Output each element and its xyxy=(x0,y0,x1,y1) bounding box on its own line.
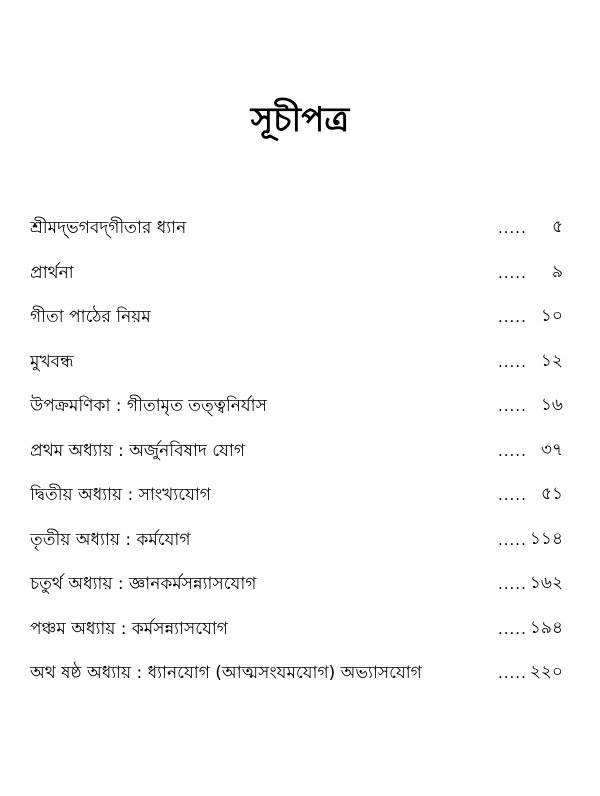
toc-entry-title: দ্বিতীয় অধ্যায় : সাংখ্যযোগ xyxy=(30,485,211,506)
toc-entry xyxy=(30,473,563,518)
toc-entry-leader: ..... xyxy=(498,352,527,371)
toc-entry-leader: ..... xyxy=(498,263,527,282)
toc-entry-page: ২২০ xyxy=(529,662,563,683)
toc-entry-leader: ..... xyxy=(498,219,527,238)
toc-entry-leader: ..... xyxy=(498,308,527,327)
toc-entry xyxy=(30,651,563,696)
toc-entry-page: ১২ xyxy=(540,350,563,371)
toc-entry xyxy=(30,295,563,340)
toc-entry-leader: ..... xyxy=(498,619,527,638)
toc-entry-title: অথ ষষ্ঠ অধ্যায় : ধ্যানযোগ (আত্মসংযমযোগ) অভ্যাসযোগ xyxy=(30,663,422,684)
toc-entry-leader: ..... xyxy=(498,575,527,594)
toc-entry-page: ১০ xyxy=(540,306,563,327)
toc-entry-page: ৯ xyxy=(551,261,563,282)
toc-entry-page: ৩৭ xyxy=(540,439,563,460)
toc-entry-title: চতুর্থ অধ্যায় : জ্ঞানকর্মসন্ন্যাসযোগ xyxy=(30,574,257,595)
toc-entry-page: ১৬ xyxy=(540,395,563,416)
toc-entry-title: তৃতীয় অধ্যায় : কর্মযোগ xyxy=(30,529,191,550)
toc-entry xyxy=(30,340,563,385)
toc-entry xyxy=(30,251,563,296)
toc-entry-leader: ..... xyxy=(498,530,527,549)
toc-entry-title: উপক্রমণিকা : গীতামৃত তত্ত্বনির্যাস xyxy=(30,396,267,417)
toc-entry xyxy=(30,384,563,429)
toc-entry-title: প্রার্থনা xyxy=(30,262,74,283)
toc-entry xyxy=(30,518,563,563)
toc-entry-leader: ..... xyxy=(498,397,527,416)
toc-entry-page: ৫১ xyxy=(540,484,563,505)
toc-entry-leader: ..... xyxy=(498,664,527,683)
page-title: সূচীপত্র xyxy=(250,100,350,140)
toc-entry-page: ৫ xyxy=(551,217,563,238)
toc-entry xyxy=(30,607,563,652)
toc-entry xyxy=(30,562,563,607)
toc-entry xyxy=(30,206,563,251)
toc-entry-title: প্রথম অধ্যায় : অর্জুনবিষাদ যোগ xyxy=(30,440,246,461)
toc-entry-page: ১৬২ xyxy=(529,573,563,594)
toc-entry xyxy=(30,429,563,474)
toc-entry-page: ১১৪ xyxy=(529,528,563,549)
toc-entry-leader: ..... xyxy=(498,486,527,505)
table-of-contents xyxy=(30,206,563,696)
toc-entry-title: মুখবন্ধ xyxy=(30,351,74,372)
toc-entry-title: শ্রীমদ্‌ভগবদ্‌গীতার ধ্যান xyxy=(30,218,187,239)
toc-entry-leader: ..... xyxy=(498,441,527,460)
toc-entry-page: ১৯৪ xyxy=(529,617,563,638)
toc-entry-title: পঞ্চম অধ্যায় : কর্মসন্ন্যাসযোগ xyxy=(30,618,228,639)
toc-entry-title: গীতা পাঠের নিয়ম xyxy=(30,307,151,328)
